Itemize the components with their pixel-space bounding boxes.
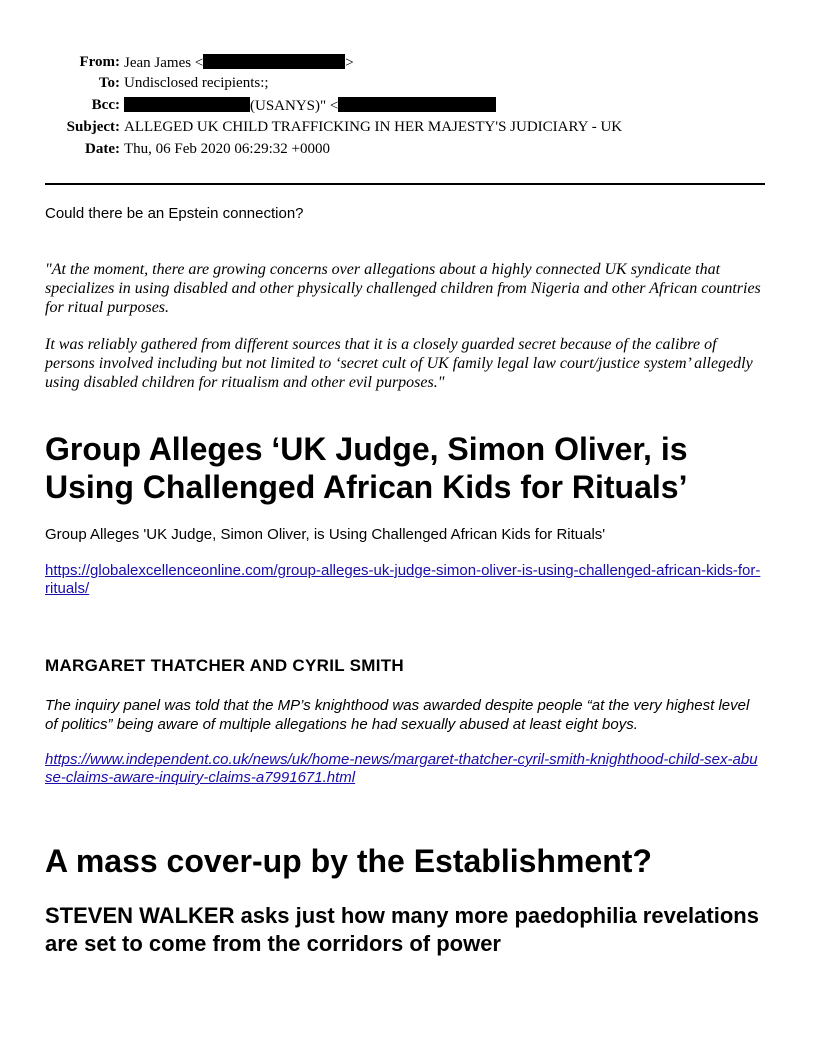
date-label: Date: — [85, 141, 120, 157]
inquiry-panel-text: The inquiry panel was told that the MP’s knighthood was awarded despite people “at the very highest level of politics” being aware of multiple allegations he had sexually abused at least eight boys. — [45, 697, 750, 733]
globalexcellence-link[interactable]: https://globalexcellenceonline.com/group-alleges-uk-judge-simon-oliver-is-using-challenged-african-kids-for-rituals/ — [45, 562, 761, 597]
bcc-label: Bcc: — [91, 97, 120, 113]
to-value: Undisclosed recipients:; — [124, 75, 269, 91]
redacted-email-block — [203, 54, 345, 69]
headline-subline: Group Alleges 'UK Judge, Simon Oliver, is Using Challenged African Kids for Rituals' — [45, 526, 606, 543]
from-label: From: — [79, 54, 120, 70]
headline-judge-allegation: Group Alleges ‘UK Judge, Simon Oliver, is Using Challenged African Kids for Rituals’ — [45, 431, 688, 505]
quote-paragraph-1: "At the moment, there are growing concerns over allegations about a highly connected UK syndicate that specializes in using disabled and other physically challenged children from Nigeria and other African countries for ritual purposes. — [45, 261, 761, 316]
subject-label: Subject: — [66, 119, 120, 135]
to-label: To: — [98, 75, 120, 91]
headline-cover-up: A mass cover-up by the Establishment? — [45, 843, 652, 879]
intro-text: Could there be an Epstein connection? — [45, 205, 304, 222]
bcc-value — [124, 97, 496, 115]
quote-paragraph-2: It was reliably gathered from different sources that it is a closely guarded secret because of the calibre of persons involved including but not limited to ‘secret cult of UK family legal law court/justice system’ allegedly using disabled children for ritualism and other evil purposes." — [45, 336, 753, 391]
from-close: > — [345, 55, 354, 71]
redacted-name-block — [124, 97, 250, 112]
subject-value: ALLEGED UK CHILD TRAFFICKING IN HER MAJESTY'S JUDICIARY - UK — [124, 119, 623, 135]
redacted-address-block — [338, 97, 496, 112]
date-value: Thu, 06 Feb 2020 06:29:32 +0000 — [124, 141, 330, 157]
from-name: Jean James < — [124, 55, 204, 71]
header-divider — [45, 183, 765, 185]
independent-link[interactable]: https://www.independent.co.uk/news/uk/home-news/margaret-thatcher-cyril-smith-knighthood-child-sex-abuse-claims-aware-inquiry-claims-a7991671.html — [45, 751, 758, 786]
from-value — [124, 54, 354, 72]
section-heading-thatcher-smith: MARGARET THATCHER AND CYRIL SMITH — [45, 656, 405, 675]
bcc-middle: (USANYS)" < — [250, 98, 339, 114]
subheadline-steven-walker: STEVEN WALKER asks just how many more paedophilia revelations are set to come from the corridors of power — [45, 903, 759, 956]
